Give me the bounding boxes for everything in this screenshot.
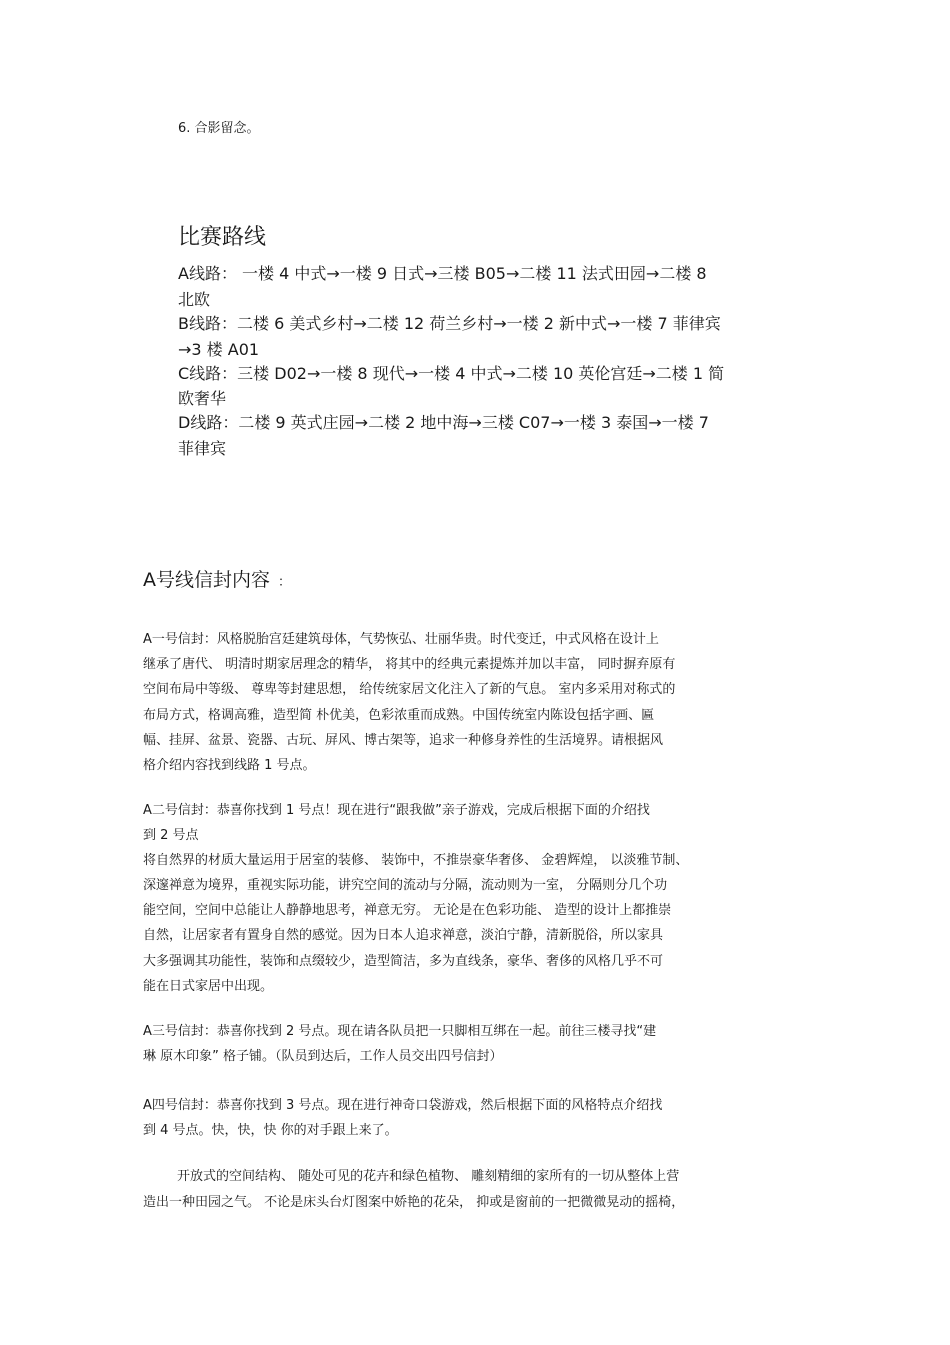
envelope-2-line: 将自然界的材质大量运用于居室的装修、 装饰中，不推崇豪华奢侈、 金碧辉煌， 以淡雅节制、 [143, 853, 689, 868]
envelope-1-line: 幅、挂屏、盆景、瓷器、古玩、屏风、博古架等，追求一种修身养性的生活境界。请根据风 [143, 733, 664, 748]
envelope-2-line: 能空间，空间中总能让人静静地思考，禅意无穷。 无论是在色彩功能、 造型的设计上都推崇 [143, 903, 672, 918]
envelope-1-line: A一号信封：风格脱胎宫廷建筑母体，气势恢弘、壮丽华贵。时代变迁，中式风格在设计上 [143, 632, 659, 647]
route-line: B线路：二楼 6 美式乡村→二楼 12 荷兰乡村→一楼 2 新中式→一楼 7 菲律宾 [178, 314, 721, 333]
route-line: 欧奢华 [178, 389, 227, 408]
envelope-2-line: 到 2 号点 [143, 828, 199, 843]
envelope-1-line: 空间布局中等级、 尊卑等封建思想， 给传统家居文化注入了新的气息。 室内多采用对称式的 [143, 682, 676, 697]
envelope-heading-text: A号线信封内容 [143, 569, 270, 591]
envelope-3-line: A三号信封：恭喜你找到 2 号点。现在请各队员把一只脚相互绑在一起。前往三楼寻找“建 [143, 1024, 657, 1039]
envelope-heading-colon: ： [278, 575, 292, 590]
route-line: A线路： 一楼 4 中式→一楼 9 日式→三楼 B05→二楼 11 法式田园→二楼 8 [178, 264, 707, 283]
pastoral-style-line: 造出一种田园之气。 不论是床头台灯图案中娇艳的花朵， 抑或是窗前的一把微微晃动的摇椅， [143, 1195, 685, 1210]
route-line: →3 楼 A01 [178, 340, 260, 359]
envelope-1-line: 继承了唐代、 明清时期家居理念的精华， 将其中的经典元素提炼并加以丰富， 同时摒弃原有 [143, 657, 676, 672]
route-line: 菲律宾 [178, 439, 227, 458]
envelope-3-line: 琳 原木印象” 格子铺。（队员到达后，工作人员交出四号信封） [143, 1049, 503, 1064]
envelope-1-line: 布局方式，格调高雅，造型简 朴优美，色彩浓重而成熟。中国传统室内陈设包括字画、匾 [143, 708, 655, 723]
envelope-heading [143, 566, 291, 597]
route-heading: 比赛路线 [178, 225, 267, 250]
route-line: D线路：二楼 9 英式庄园→二楼 2 地中海→三楼 C07→一楼 3 泰国→一楼 7 [178, 413, 709, 432]
envelope-2-line: 能在日式家居中出现。 [143, 979, 274, 994]
envelope-2-line: A二号信封：恭喜你找到 1 号点！现在进行“跟我做”亲子游戏，完成后根据下面的介绍找 [143, 803, 650, 818]
envelope-1-line: 格介绍内容找到线路 1 号点。 [143, 758, 316, 773]
route-line: C线路：三楼 D02→一楼 8 现代→一楼 4 中式→二楼 10 英伦宫廷→二楼 1 简 [178, 364, 725, 383]
envelope-2-line: 自然，让居家者有置身自然的感觉。因为日本人追求禅意，淡泊宁静，清新脱俗，所以家具 [143, 928, 664, 943]
envelope-2-line: 大多强调其功能性，装饰和点缀较少，造型简洁，多为直线条，豪华、奢侈的风格几乎不可 [143, 954, 664, 969]
envelope-4-line: A四号信封：恭喜你找到 3 号点。现在进行神奇口袋游戏，然后根据下面的风格特点介绍找 [143, 1098, 663, 1113]
pastoral-style-line: 开放式的空间结构、 随处可见的花卉和绿色植物、 雕刻精细的家所有的一切从整体上营 [177, 1169, 680, 1184]
route-line: 北欧 [178, 290, 211, 309]
envelope-2-line: 深邃禅意为境界，重视实际功能，讲究空间的流动与分隔，流动则为一室， 分隔则分几个功 [143, 878, 668, 893]
envelope-4-line: 到 4 号点。快，快，快 你的对手跟上来了。 [143, 1123, 398, 1138]
intro-line: 6. 合影留念。 [178, 121, 260, 136]
